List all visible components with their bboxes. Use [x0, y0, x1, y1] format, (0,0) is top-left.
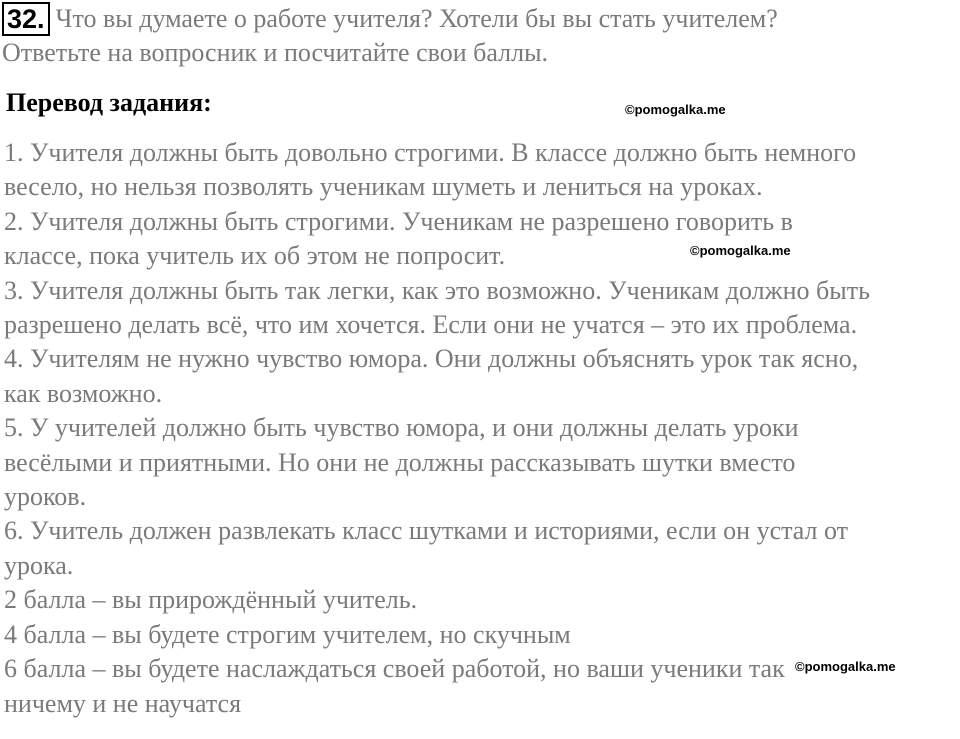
- task-header: [2, 2, 952, 70]
- text-line: ничему и не научатся: [4, 688, 242, 718]
- watermark: ©pomogalka.me: [625, 102, 726, 117]
- text-line: 4. Учителям не нужно чувство юмора. Они должны объяснять урок так ясно,: [4, 344, 859, 374]
- text-line: как возможно.: [4, 378, 163, 408]
- task-text-line-2: Ответьте на вопросник и посчитайте свои баллы.: [2, 38, 549, 67]
- task-text-line-1: Что вы думаете о работе учителя? Хотели бы вы стать учителем?: [55, 4, 778, 33]
- text-line: уроков.: [4, 482, 87, 512]
- text-line: весёлыми и приятными. Но они не должны рассказывать шутки вместо: [4, 447, 796, 477]
- text-line: 1. Учителя должны быть довольно строгими. В классе должно быть немного: [4, 138, 857, 167]
- text-line: 2 балла – вы прирождённый учитель.: [4, 585, 418, 615]
- text-line: весело, но нельзя позволять ученикам шуметь и лениться на уроках.: [4, 172, 763, 202]
- translation-body: [4, 136, 956, 721]
- text-line: 5. У учителей должно быть чувство юмора, и они должны делать уроки: [4, 413, 799, 443]
- text-line: 6 балла – вы будете наслаждаться своей работой, но ваши ученики так: [4, 654, 785, 684]
- text-line: 4 балла – вы будете строгим учителем, но скучным: [4, 619, 571, 649]
- text-line: разрешено делать всё, что им хочется. Если они не учатся – это их проблема.: [4, 310, 858, 340]
- text-line: 6. Учитель должен развлекать класс шутками и историями, если он устал от: [4, 516, 849, 546]
- translation-heading: Перевод задания:: [6, 88, 212, 117]
- text-line: 2. Учителя должны быть строгими. Ученикам не разрешено говорить в: [4, 206, 793, 236]
- watermark: ©pomogalka.me: [795, 659, 896, 674]
- task-number: 32.: [2, 2, 50, 36]
- text-line: 3. Учителя должны быть так легки, как это возможно. Ученикам должно быть: [4, 275, 870, 305]
- text-line: урока.: [4, 550, 74, 580]
- text-line: классе, пока учитель их об этом не попросит.: [4, 241, 506, 271]
- watermark: ©pomogalka.me: [690, 243, 791, 258]
